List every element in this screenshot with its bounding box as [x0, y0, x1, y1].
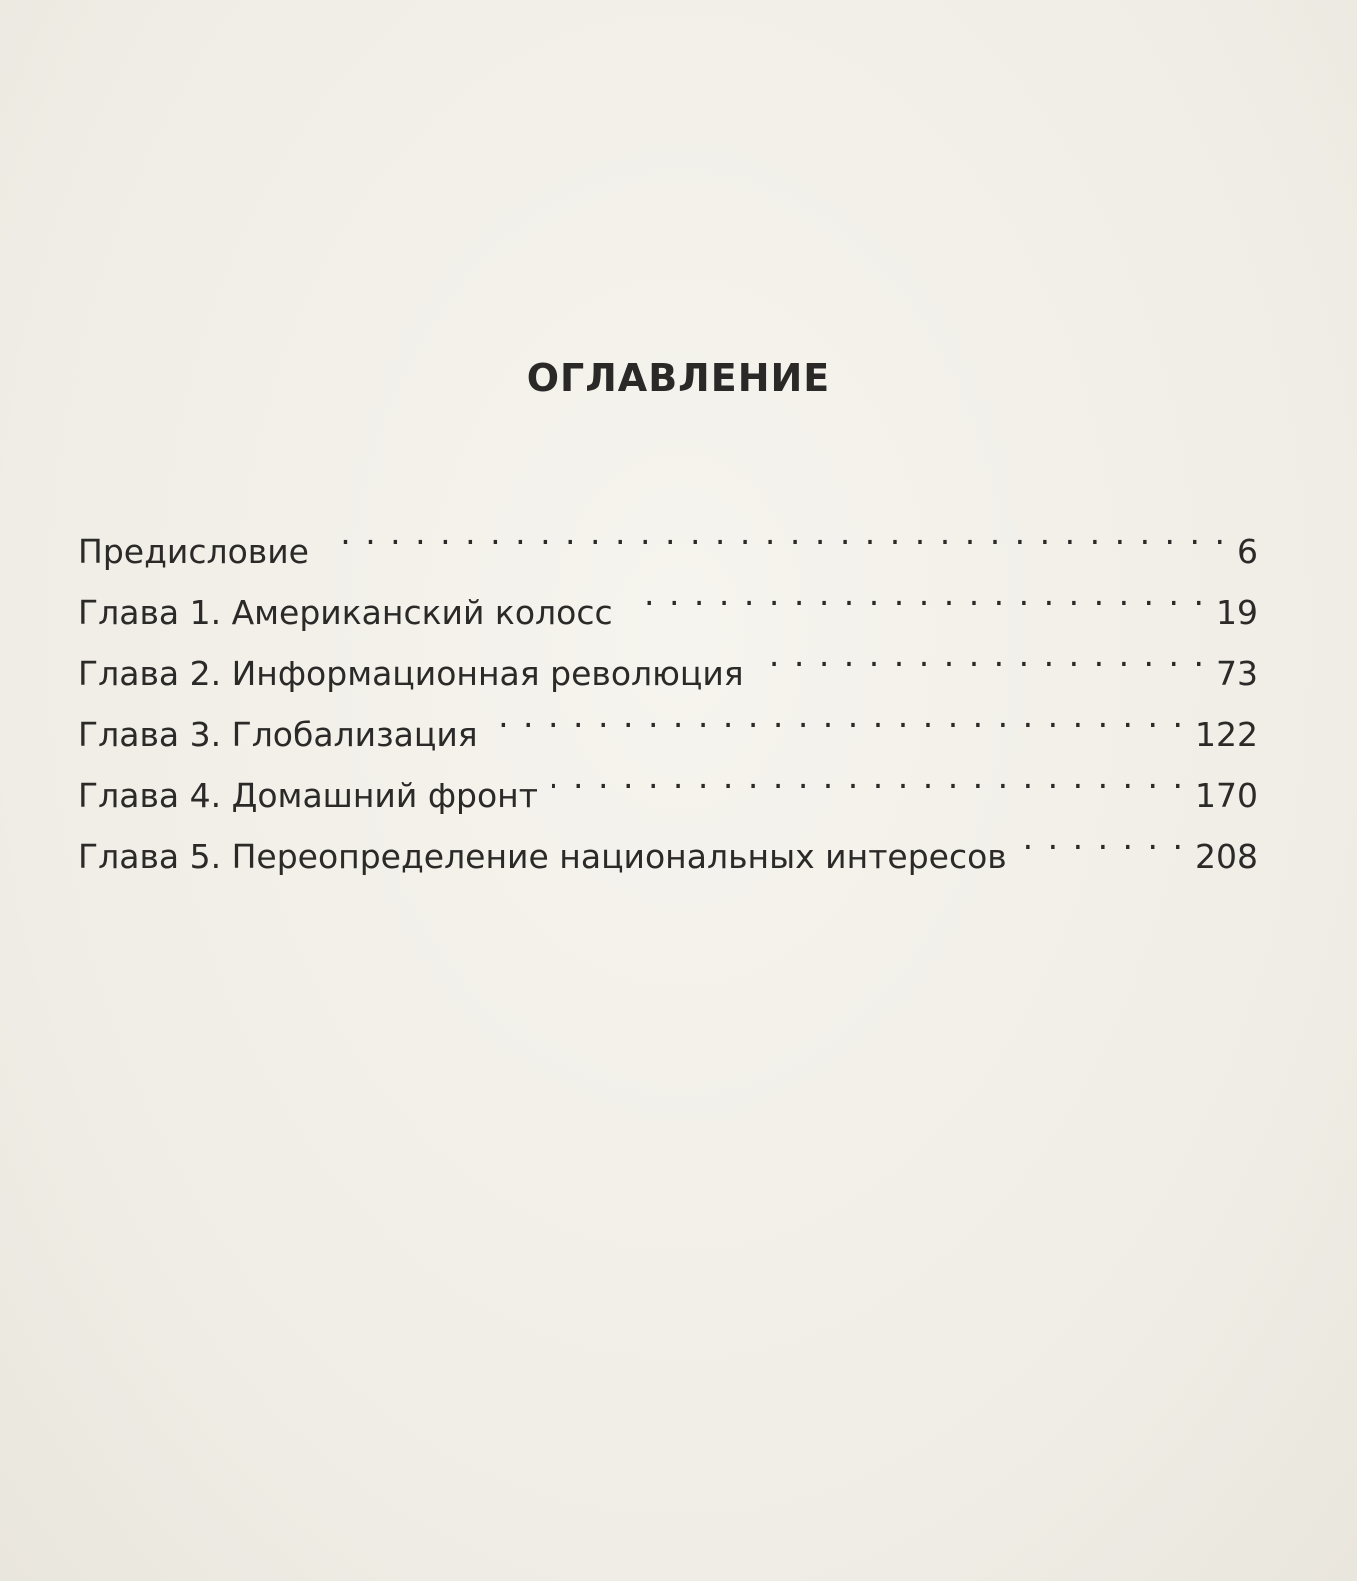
toc-entry-title: Глава 3. Глобализация	[78, 715, 478, 754]
toc-heading: ОГЛАВЛЕНИЕ	[526, 356, 831, 400]
toc-entry-page: 170	[1195, 776, 1258, 815]
toc-dot-leader	[552, 746, 1185, 807]
toc-entry-page: 19	[1216, 593, 1258, 632]
toc-dot-leader	[1021, 807, 1185, 868]
toc-dot-leader	[323, 502, 1227, 563]
toc-entry-title: Глава 2. Информационная революция	[78, 654, 744, 693]
toc-list	[78, 502, 1258, 876]
toc-entry-title: Глава 4. Домашний фронт	[78, 776, 538, 815]
toc-dot-leader	[492, 685, 1185, 746]
toc-dot-leader	[627, 563, 1206, 624]
toc-entry-page: 73	[1216, 654, 1258, 693]
toc-entry-page: 208	[1195, 837, 1258, 876]
toc-entry-title: Предисловие	[78, 532, 309, 571]
toc-dot-leader	[758, 624, 1206, 685]
toc-entry	[78, 502, 1258, 571]
toc-entry-title: Глава 1. Американский колосс	[78, 593, 613, 632]
toc-entry-page: 6	[1237, 532, 1258, 571]
toc-entry-page: 122	[1195, 715, 1258, 754]
toc-entry-title: Глава 5. Переопределение национальных интересов	[78, 837, 1007, 876]
